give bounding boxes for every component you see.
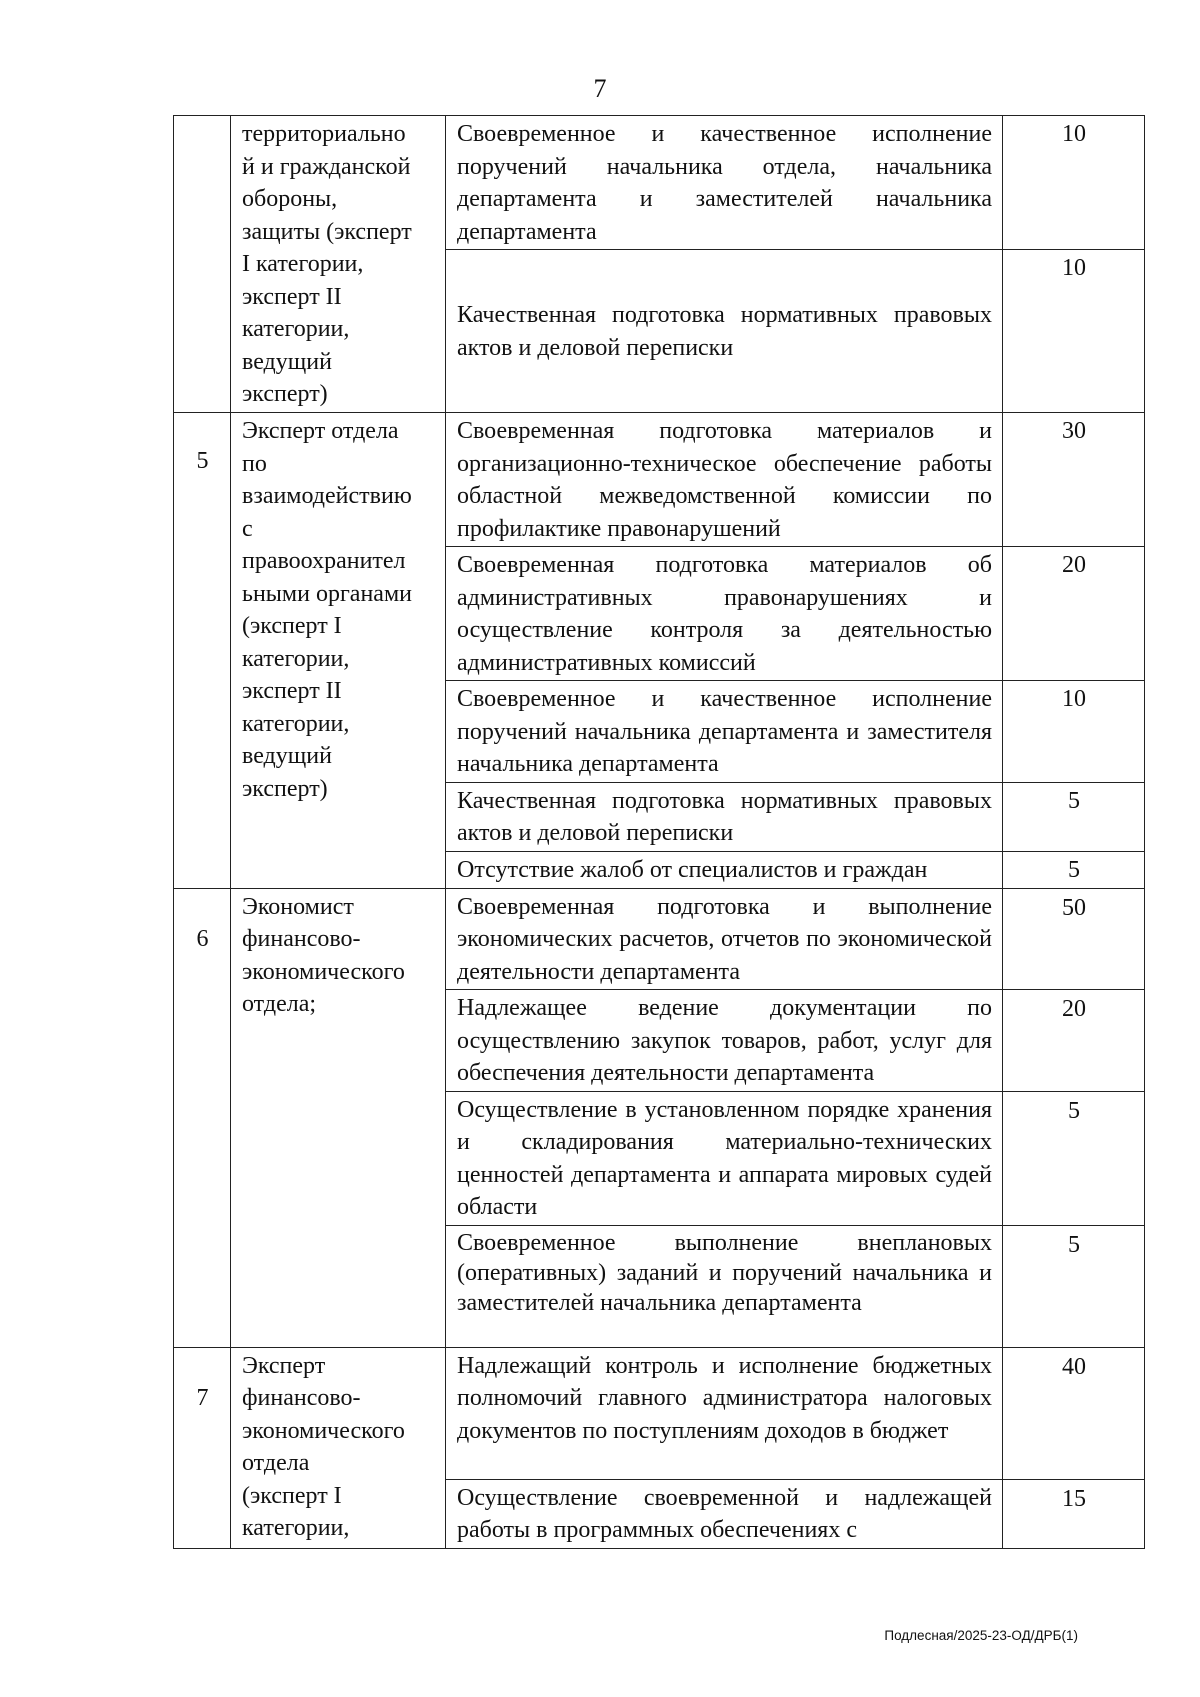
row-number-cell: 5 xyxy=(174,413,231,889)
criterion-text: Качественная подготовка нормативных правовых актов и деловой переписки xyxy=(446,782,1003,851)
position-line: (эксперт I xyxy=(242,1482,342,1509)
criterion-points: 5 xyxy=(1003,782,1145,851)
criterion-text: Своевременное и качественное исполнение поручений начальника отдела, начальника департамента и заместителей начальника департамента xyxy=(446,116,1003,250)
position-line: финансово- xyxy=(242,1385,361,1411)
position-line: с xyxy=(242,515,253,542)
position-line xyxy=(242,415,435,448)
position-cell xyxy=(231,888,446,1347)
position-line: эксперт II xyxy=(242,283,342,310)
position-line: взаимодействию xyxy=(242,483,412,509)
position-line: Эксперт xyxy=(242,1352,326,1379)
position-line-text: Эксперт отдела xyxy=(242,418,399,444)
position-line: ьными органами xyxy=(242,580,412,607)
position-line: территориально xyxy=(242,121,406,147)
position-line: защиты (эксперт xyxy=(242,218,412,245)
criterion-text: Осуществление в установленном порядке хранения и складирования материально-технических ценностей департамента и аппарата мировых судей области xyxy=(446,1091,1003,1225)
position-line: Экономист xyxy=(242,893,354,920)
criterion-points: 5 xyxy=(1003,1091,1145,1225)
position-line: экономического xyxy=(242,1417,405,1444)
table-row xyxy=(174,1347,1145,1479)
table-row xyxy=(174,413,1145,547)
position-line: I категории, xyxy=(242,251,364,277)
position-cell xyxy=(231,116,446,413)
criterion-text: Качественная подготовка нормативных правовых актов и деловой переписки xyxy=(446,250,1003,413)
position-line: ведущий xyxy=(242,348,332,375)
position-cell xyxy=(231,413,446,889)
row-number-cell: 6 xyxy=(174,888,231,1347)
position-line: ведущий xyxy=(242,743,332,769)
row-number-cell xyxy=(174,116,231,413)
criterion-points: 10 xyxy=(1003,250,1145,413)
criterion-text: Своевременная подготовка материалов и организационно-техническое обеспечение работы областной межведомственной комиссии по профилактике правонарушений xyxy=(446,413,1003,547)
criteria-table xyxy=(173,115,1145,1549)
criterion-points: 15 xyxy=(1003,1479,1145,1548)
table-row xyxy=(174,888,1145,990)
criterion-text: Своевременная подготовка и выполнение экономических расчетов, отчетов по экономической деятельности департамента xyxy=(446,888,1003,990)
criterion-text: Отсутствие жалоб от специалистов и граждан xyxy=(446,851,1003,888)
position-line: эксперт) xyxy=(242,775,328,802)
table-row xyxy=(174,116,1145,250)
criterion-text: Своевременное выполнение внеплановых (оперативных) заданий и поручений начальника и заместителей начальника департамента xyxy=(446,1225,1003,1347)
criterion-points: 50 xyxy=(1003,888,1145,990)
criterion-text: Своевременная подготовка материалов об административных правонарушениях и осуществление контроля за деятельностью административных комиссий xyxy=(446,547,1003,681)
position-line: (эксперт I xyxy=(242,613,342,639)
criterion-points: 10 xyxy=(1003,681,1145,783)
position-line: категории, xyxy=(242,645,350,672)
criterion-text: Надлежащее ведение документации по осуществлению закупок товаров, работ, услуг для обеспечения деятельности департамента xyxy=(446,990,1003,1092)
document-reference-code: Подлесная/2025-23-ОД/ДРБ(1) xyxy=(884,1628,1078,1643)
position-cell xyxy=(231,1347,446,1548)
position-line: эксперт) xyxy=(242,381,328,407)
row-number-cell: 7 xyxy=(174,1347,231,1548)
criterion-text: Своевременное и качественное исполнение поручений начальника департамента и заместителя начальника департамента xyxy=(446,681,1003,783)
criterion-points: 5 xyxy=(1003,1225,1145,1347)
criterion-points: 30 xyxy=(1003,413,1145,547)
position-line: категории, xyxy=(242,316,350,342)
position-line: категории, xyxy=(242,1515,350,1541)
criterion-points: 20 xyxy=(1003,990,1145,1092)
position-line: й и гражданской xyxy=(242,153,411,180)
position-line: эксперт II xyxy=(242,678,342,704)
criterion-text: Осуществление своевременной и надлежащей работы в программных обеспечениях с xyxy=(446,1479,1003,1548)
page-number: 7 xyxy=(593,74,607,103)
position-line: экономического xyxy=(242,958,405,985)
position-line: обороны, xyxy=(242,186,338,212)
position-line: финансово- xyxy=(242,926,361,952)
position-line: по xyxy=(242,450,267,477)
position-line: категории, xyxy=(242,710,350,737)
position-line: отдела; xyxy=(242,991,317,1017)
position-line: отдела xyxy=(242,1450,310,1476)
criterion-points: 10 xyxy=(1003,116,1145,250)
criterion-points: 20 xyxy=(1003,547,1145,681)
criterion-text: Надлежащий контроль и исполнение бюджетных полномочий главного администратора налоговых документов по поступлениям доходов в бюджет xyxy=(446,1347,1003,1479)
position-line: правоохранител xyxy=(242,548,406,574)
criterion-points: 5 xyxy=(1003,851,1145,888)
criterion-points: 40 xyxy=(1003,1347,1145,1479)
